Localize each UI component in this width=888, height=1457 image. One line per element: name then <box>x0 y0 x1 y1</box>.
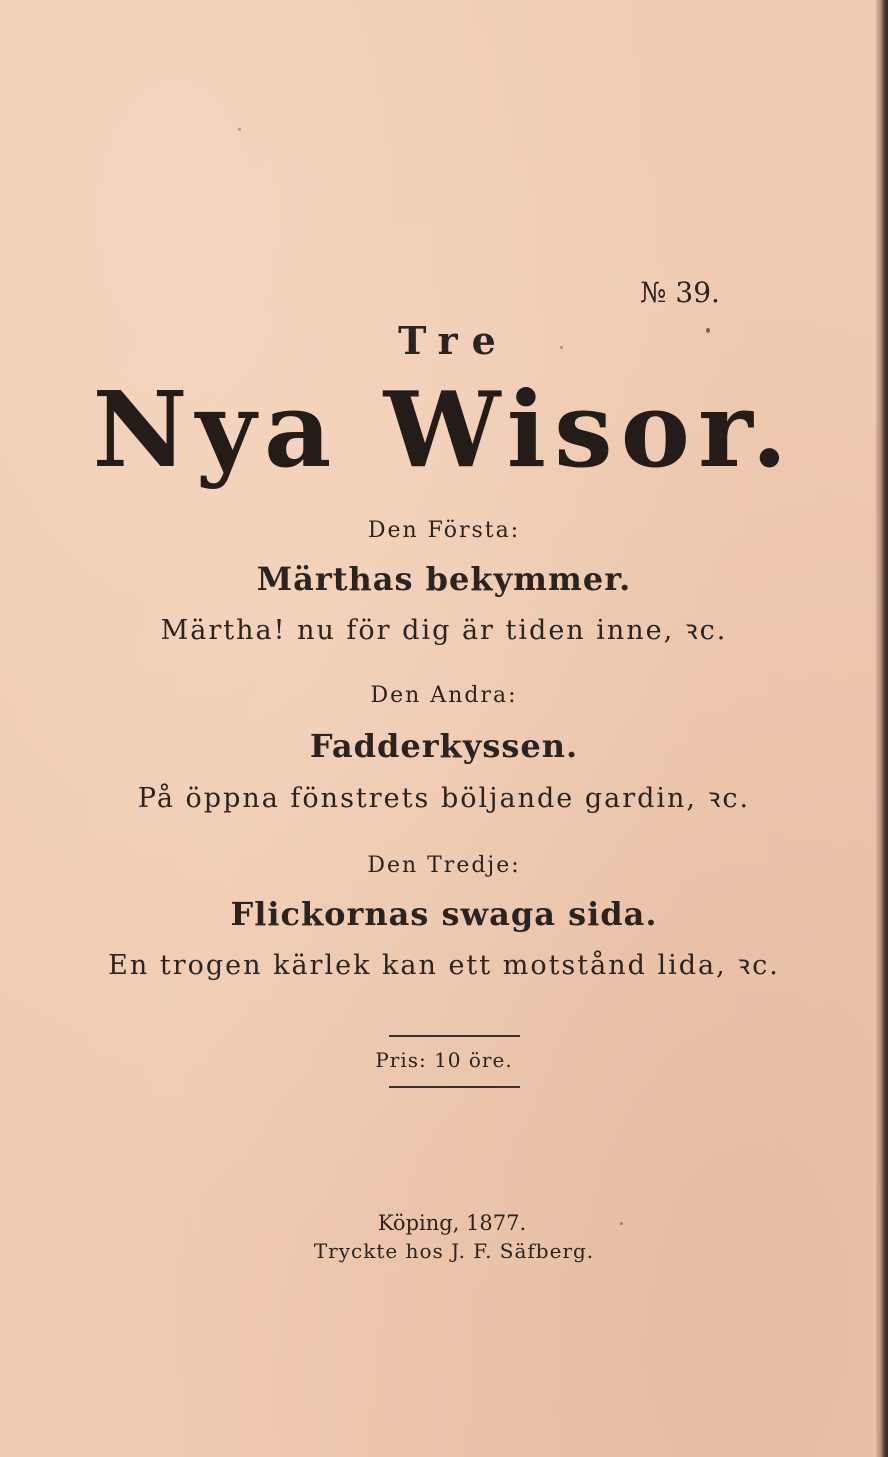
title-small: Tre <box>398 318 510 363</box>
song-1-first-line: Märtha! nu för dig är tiden inne, ꝛc. <box>160 615 728 646</box>
song-2-title: Fadderkyssen. <box>309 727 579 765</box>
page-edge <box>876 0 888 1457</box>
issue-number: № 39. <box>640 276 720 309</box>
song-3-ordinal: Den Tredje: <box>367 853 521 878</box>
song-3-title: Flickornas swaga sida. <box>230 895 658 933</box>
paper-speck <box>560 346 563 349</box>
paper-speck <box>238 128 241 131</box>
paper-speck <box>706 328 710 333</box>
imprint-printer: Tryckte hos J. F. Säfberg. <box>313 1239 595 1263</box>
song-2-ordinal: Den Andra: <box>370 683 518 708</box>
main-title: Nya Wisor. <box>92 368 796 491</box>
paper-speck <box>620 1222 623 1225</box>
price: Pris: 10 öre. <box>375 1048 513 1072</box>
price-rule-top <box>389 1035 520 1037</box>
song-1-ordinal: Den Första: <box>367 518 521 543</box>
song-3-first-line: En trogen kärlek kan ett motstånd lida, ꝛc. <box>108 950 780 981</box>
price-rule-bottom <box>389 1086 520 1088</box>
imprint-place-year: Köping, 1877. <box>377 1211 527 1235</box>
song-1-title: Märthas bekymmer. <box>256 560 632 598</box>
song-2-first-line: På öppna fönstrets böljande gardin, ꝛc. <box>137 783 751 814</box>
